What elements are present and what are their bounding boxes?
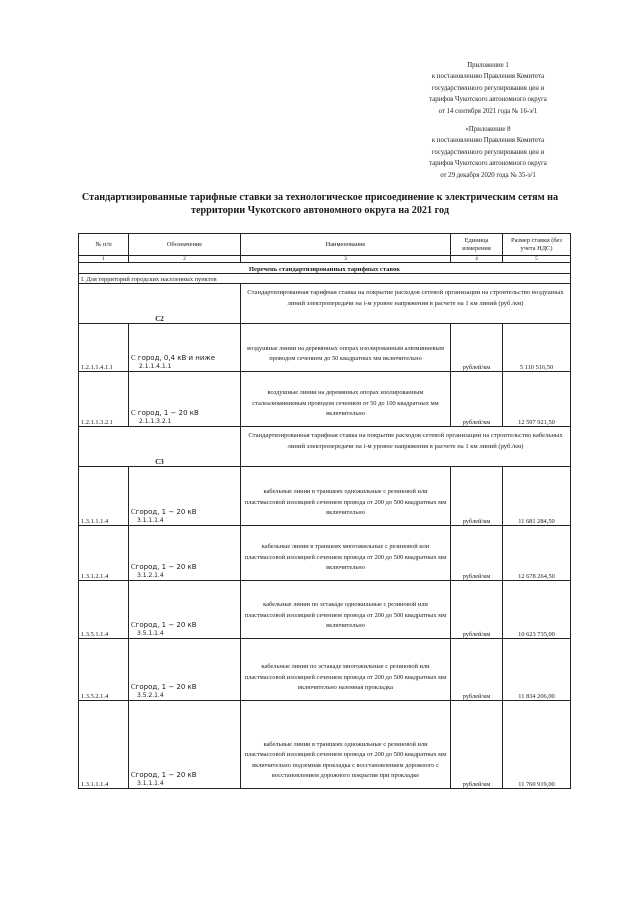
row-name-text: кабельные линии по эстакаде одножильные с резиновой или пластмассовой изоляцией сечением провода от 200 до 500 квадратных мм включительно xyxy=(244,601,447,630)
header-cell-name: Наименование xyxy=(241,234,451,256)
row-value: 12 678 264,50 xyxy=(503,526,571,581)
row-name-text: кабельные линии по эстакаде многожильные с резиновой или пластмассовой изоляцией сечением провода от 200 до 500 квадратных мм включительно наземная прокладка xyxy=(244,663,447,692)
appendix-1-line: от 14 сентября 2021 года № 16-э/1 xyxy=(438,107,538,115)
cat-prefix: С xyxy=(131,771,136,779)
row-name xyxy=(241,372,451,427)
cat-prefix: С xyxy=(131,621,136,629)
cat-code: 3.5.2.1.4 xyxy=(137,692,164,699)
table-row xyxy=(79,467,571,526)
cat-prefix: С xyxy=(131,683,136,691)
row-name-text: воздушные линии на деревянных опорах изолированным алюминиевым проводом сечением до 50 квадратных мм включительно xyxy=(247,344,444,363)
row-value: 11 834 206,00 xyxy=(503,639,571,701)
row-name xyxy=(241,581,451,639)
cat-text: город, 1 − 20 кВ xyxy=(135,621,197,629)
header-cell-rate: Размер ставки (без учета НДС) xyxy=(503,234,571,256)
table-row xyxy=(79,324,571,372)
column-number: 1 xyxy=(79,256,129,263)
tariff-table xyxy=(78,233,571,789)
appendix-8-line: к постановлению Правления Комитета xyxy=(431,137,545,145)
appendix-8-line: от 29 декабря 2020 года № 35-э/1 xyxy=(440,171,536,179)
row-value: 5 110 516,50 xyxy=(503,324,571,372)
table-row xyxy=(79,581,571,639)
cat-text: город, 0,4 кВ и ниже xyxy=(137,354,216,362)
table-row xyxy=(79,372,571,427)
row-name xyxy=(241,639,451,701)
section-title-row xyxy=(79,263,571,274)
row-category xyxy=(129,639,241,701)
table-header-row xyxy=(79,234,571,256)
cat-text: город, 1 − 20 кВ xyxy=(137,409,199,417)
cat-text: город, 1 − 20 кВ xyxy=(135,508,197,516)
appendix-8-block xyxy=(400,124,576,181)
cat-code: 2.1.1.3.2.1 xyxy=(139,418,172,425)
row-unit: рублей/км xyxy=(451,639,503,701)
row-category xyxy=(129,701,241,789)
row-unit: рублей/км xyxy=(451,467,503,526)
document-title xyxy=(80,192,560,217)
row-unit: рублей/км xyxy=(451,324,503,372)
row-category xyxy=(129,581,241,639)
row-value: 11 681 284,50 xyxy=(503,467,571,526)
row-index: 1.2.1.1.3.2.1 xyxy=(79,372,129,427)
cat-code: 2.1.1.4.1.1 xyxy=(139,363,172,370)
column-number-row xyxy=(79,256,571,263)
row-name-text: кабельные линии в траншеях одножильные с резиновой или пластмассовой изоляцией сечением провода от 200 до 500 квадратных мм включительно подземная прокладка с восстановлением дорожного с восстановлением дорожного покрытия при прокладке xyxy=(244,740,447,780)
cat-code: 3.5.1.1.4 xyxy=(137,630,164,637)
row-index: 1.2.1.1.4.1.1 xyxy=(79,324,129,372)
title-line-1: Стандартизированные тарифные ставки за технологическое присоединение к электрическим сетям на xyxy=(81,192,559,203)
table-row xyxy=(79,701,571,789)
appendix-1-line: к постановлению Правления Комитета xyxy=(431,73,545,81)
row-category xyxy=(129,526,241,581)
title-line-2: территории Чукотского автономного округа на 2021 год xyxy=(190,204,449,216)
cat-text: город, 1 − 20 кВ xyxy=(135,563,197,571)
row-unit: рублей/км xyxy=(451,526,503,581)
header-cell-unit: Единица измерения xyxy=(451,234,503,256)
row-value: 10 623 735,00 xyxy=(503,581,571,639)
appendix-8-line: тарифов Чукотского автономного округа xyxy=(429,160,547,168)
appendix-8-line: государственного регулирования цен и xyxy=(431,148,545,156)
appendix-1-line: тарифов Чукотского автономного округа xyxy=(429,96,547,104)
cat-code: 3.1.2.1.4 xyxy=(137,572,164,579)
row-index: 1.3.5.2.1.4 xyxy=(79,639,129,701)
row-unit: рублей/км xyxy=(451,372,503,427)
group-description: Стандартизированная тарифная ставка на покрытие расходов сетевой организации на строительство воздушных линий электропередачи на i-м уровне напряжения в расчете на 1 км линий (руб./км) xyxy=(241,284,571,324)
group-description: Стандартизированная тарифная ставка на покрытие расходов сетевой организации на строительство кабельных линий электропередачи на i-м уровне напряжения в расчете на 1 км линий (руб./км) xyxy=(241,427,571,467)
cat-prefix: С xyxy=(131,354,136,362)
row-name xyxy=(241,701,451,789)
row-value: 11 760 919,00 xyxy=(503,701,571,789)
row-name-text: воздушные линии на деревянных опорах изолированным сталеалюминиевым проводом сечением от 50 до 100 квадратных мм включительно xyxy=(252,389,439,418)
row-value: 12 597 921,50 xyxy=(503,372,571,427)
row-name xyxy=(241,526,451,581)
row-unit: рублей/км xyxy=(451,701,503,789)
table-row xyxy=(79,526,571,581)
cat-code: 3.1.1.1.4 xyxy=(137,780,164,787)
row-category xyxy=(129,372,241,427)
row-name xyxy=(241,467,451,526)
group-label: С2 xyxy=(79,284,241,324)
column-number: 2 xyxy=(129,256,241,263)
row-unit: рублей/км xyxy=(451,581,503,639)
appendix-8-line: «Приложение 8 xyxy=(465,126,511,133)
appendix-1-line: государственного регулирования цен и xyxy=(431,84,545,92)
appendix-1-block xyxy=(400,60,576,117)
header-cell-designation: Обозначение xyxy=(129,234,241,256)
row-category xyxy=(129,467,241,526)
row-index: 1.3.1.1.1.4 xyxy=(79,467,129,526)
row-name-text: кабельные линии в траншеях одножильные с резиновой или пластмассовой изоляцией сечением провода от 200 до 500 квадратных мм включительно xyxy=(244,488,447,517)
cat-text: город, 1 − 20 кВ xyxy=(135,683,197,691)
row-index: 1.3.1.1.1.4 xyxy=(79,701,129,789)
cat-text: город, 1 − 20 кВ xyxy=(135,771,197,779)
section-title: Перечень стандартизированных тарифных ставок xyxy=(79,263,571,274)
cat-prefix: С xyxy=(131,563,136,571)
row-index: 1.3.1.2.1.4 xyxy=(79,526,129,581)
group-row-c2 xyxy=(79,284,571,324)
group-row-c3 xyxy=(79,427,571,467)
group-label: С3 xyxy=(79,427,241,467)
cat-prefix: С xyxy=(131,508,136,516)
cat-code: 3.1.1.1.4 xyxy=(137,517,164,524)
row-category xyxy=(129,324,241,372)
row-name-text: кабельные линии в траншеях многожильные с резиновой или пластмассовой изоляцией сечением провода от 200 до 500 квадратных мм включительно xyxy=(244,543,447,572)
subsection-row xyxy=(79,274,571,284)
row-index: 1.3.5.1.1.4 xyxy=(79,581,129,639)
table-row xyxy=(79,639,571,701)
header-cell-number: № п/п xyxy=(79,234,129,256)
column-number: 3 xyxy=(241,256,451,263)
row-name xyxy=(241,324,451,372)
appendix-1-line: Приложение 1 xyxy=(467,62,509,69)
subsection-title: I. Для территорий городских населенных пунктов xyxy=(79,274,571,284)
column-number: 4 xyxy=(451,256,503,263)
cat-prefix: С xyxy=(131,409,136,417)
column-number: 5 xyxy=(503,256,571,263)
